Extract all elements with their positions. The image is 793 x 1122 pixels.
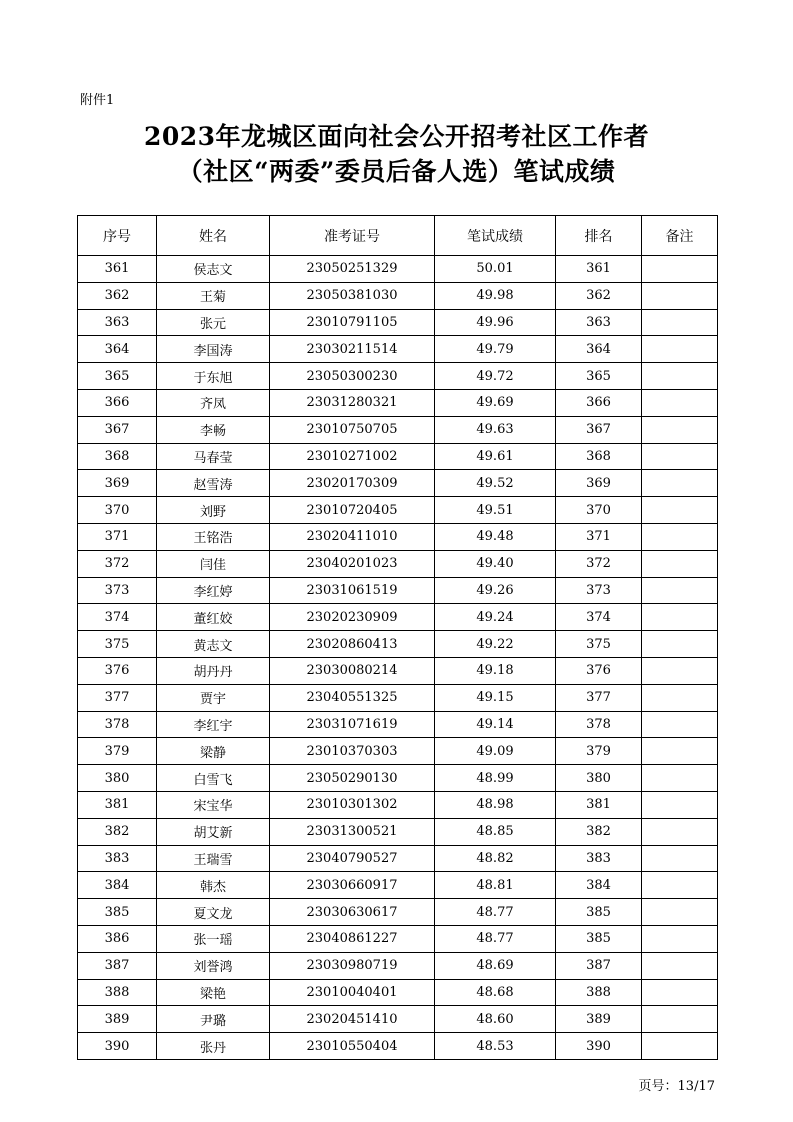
cell-rank: 388 xyxy=(556,979,642,1006)
table-row xyxy=(78,711,718,738)
header-rank: 排名 xyxy=(556,216,642,256)
cell-score: 49.48 xyxy=(435,523,556,550)
cell-seq: 384 xyxy=(78,872,157,899)
cell-rank: 369 xyxy=(556,470,642,497)
table-row xyxy=(78,872,718,899)
cell-name: 李畅 xyxy=(157,416,270,443)
cell-name: 尹璐 xyxy=(157,1006,270,1033)
cell-remark xyxy=(642,497,718,524)
table-row xyxy=(78,979,718,1006)
table-row xyxy=(78,550,718,577)
cell-exam-id: 23030080214 xyxy=(270,657,435,684)
cell-exam-id: 23010370303 xyxy=(270,738,435,765)
header-seq: 序号 xyxy=(78,216,157,256)
cell-score: 49.24 xyxy=(435,604,556,631)
cell-seq: 369 xyxy=(78,470,157,497)
cell-rank: 366 xyxy=(556,389,642,416)
header-exam-id: 准考证号 xyxy=(270,216,435,256)
cell-name: 黄志文 xyxy=(157,631,270,658)
table-row xyxy=(78,604,718,631)
cell-seq: 376 xyxy=(78,657,157,684)
cell-seq: 371 xyxy=(78,523,157,550)
table-row xyxy=(78,363,718,390)
cell-remark xyxy=(642,1006,718,1033)
cell-name: 刘野 xyxy=(157,497,270,524)
cell-seq: 377 xyxy=(78,684,157,711)
table-row xyxy=(78,738,718,765)
cell-score: 48.77 xyxy=(435,899,556,926)
cell-score: 48.85 xyxy=(435,818,556,845)
page-number: 页号：13/17 xyxy=(638,1079,715,1094)
cell-remark xyxy=(642,899,718,926)
cell-score: 49.40 xyxy=(435,550,556,577)
cell-score: 49.72 xyxy=(435,363,556,390)
cell-name: 马春莹 xyxy=(157,443,270,470)
cell-remark xyxy=(642,791,718,818)
cell-score: 49.15 xyxy=(435,684,556,711)
cell-rank: 363 xyxy=(556,309,642,336)
cell-exam-id: 23010720405 xyxy=(270,497,435,524)
cell-remark xyxy=(642,363,718,390)
cell-remark xyxy=(642,925,718,952)
table-row xyxy=(78,845,718,872)
table-row xyxy=(78,791,718,818)
cell-seq: 375 xyxy=(78,631,157,658)
table-row xyxy=(78,443,718,470)
table-row xyxy=(78,1006,718,1033)
cell-remark xyxy=(642,309,718,336)
cell-name: 梁静 xyxy=(157,738,270,765)
table-row xyxy=(78,657,718,684)
cell-remark xyxy=(642,256,718,283)
cell-seq: 374 xyxy=(78,604,157,631)
cell-name: 董红姣 xyxy=(157,604,270,631)
cell-remark xyxy=(642,336,718,363)
cell-remark xyxy=(642,631,718,658)
cell-name: 闫佳 xyxy=(157,550,270,577)
cell-score: 48.98 xyxy=(435,791,556,818)
cell-remark xyxy=(642,952,718,979)
cell-rank: 364 xyxy=(556,336,642,363)
cell-score: 48.82 xyxy=(435,845,556,872)
cell-score: 48.69 xyxy=(435,952,556,979)
cell-exam-id: 23040551325 xyxy=(270,684,435,711)
cell-name: 李红婷 xyxy=(157,577,270,604)
cell-name: 李红宇 xyxy=(157,711,270,738)
cell-exam-id: 23031280321 xyxy=(270,389,435,416)
table-row xyxy=(78,577,718,604)
cell-rank: 389 xyxy=(556,1006,642,1033)
cell-score: 49.26 xyxy=(435,577,556,604)
cell-exam-id: 23020451410 xyxy=(270,1006,435,1033)
cell-remark xyxy=(642,684,718,711)
cell-score: 49.98 xyxy=(435,282,556,309)
cell-exam-id: 23010550404 xyxy=(270,1033,435,1060)
cell-score: 49.51 xyxy=(435,497,556,524)
cell-name: 侯志文 xyxy=(157,256,270,283)
cell-seq: 368 xyxy=(78,443,157,470)
attachment-label: 附件1 xyxy=(80,93,115,108)
cell-remark xyxy=(642,657,718,684)
cell-remark xyxy=(642,523,718,550)
table-row xyxy=(78,282,718,309)
cell-score: 48.60 xyxy=(435,1006,556,1033)
cell-remark xyxy=(642,1033,718,1060)
cell-exam-id: 23020411010 xyxy=(270,523,435,550)
cell-name: 韩杰 xyxy=(157,872,270,899)
cell-name: 胡艾新 xyxy=(157,818,270,845)
cell-seq: 363 xyxy=(78,309,157,336)
cell-exam-id: 23010271002 xyxy=(270,443,435,470)
cell-name: 王瑞雪 xyxy=(157,845,270,872)
cell-exam-id: 23020230909 xyxy=(270,604,435,631)
cell-seq: 387 xyxy=(78,952,157,979)
cell-name: 刘誉鸿 xyxy=(157,952,270,979)
cell-exam-id: 23010791105 xyxy=(270,309,435,336)
cell-score: 48.68 xyxy=(435,979,556,1006)
cell-rank: 385 xyxy=(556,925,642,952)
cell-score: 49.61 xyxy=(435,443,556,470)
table-row xyxy=(78,765,718,792)
cell-score: 49.96 xyxy=(435,309,556,336)
cell-rank: 385 xyxy=(556,899,642,926)
cell-exam-id: 23020860413 xyxy=(270,631,435,658)
cell-score: 48.99 xyxy=(435,765,556,792)
cell-rank: 361 xyxy=(556,256,642,283)
cell-rank: 371 xyxy=(556,523,642,550)
document-title: 2023年龙城区面向社会公开招考社区工作者 xyxy=(143,122,650,151)
cell-exam-id: 23050290130 xyxy=(270,765,435,792)
cell-name: 夏文龙 xyxy=(157,899,270,926)
cell-rank: 376 xyxy=(556,657,642,684)
header-name: 姓名 xyxy=(157,216,270,256)
cell-rank: 375 xyxy=(556,631,642,658)
cell-rank: 377 xyxy=(556,684,642,711)
cell-name: 王菊 xyxy=(157,282,270,309)
cell-rank: 383 xyxy=(556,845,642,872)
cell-exam-id: 23040201023 xyxy=(270,550,435,577)
cell-remark xyxy=(642,738,718,765)
cell-remark xyxy=(642,711,718,738)
cell-seq: 378 xyxy=(78,711,157,738)
table-row xyxy=(78,1033,718,1060)
cell-remark xyxy=(642,282,718,309)
cell-score: 49.69 xyxy=(435,389,556,416)
cell-rank: 380 xyxy=(556,765,642,792)
table-body xyxy=(78,256,718,1060)
cell-rank: 379 xyxy=(556,738,642,765)
cell-score: 48.81 xyxy=(435,872,556,899)
cell-seq: 390 xyxy=(78,1033,157,1060)
cell-score: 49.14 xyxy=(435,711,556,738)
cell-score: 49.63 xyxy=(435,416,556,443)
cell-rank: 362 xyxy=(556,282,642,309)
cell-exam-id: 23030630617 xyxy=(270,899,435,926)
cell-seq: 385 xyxy=(78,899,157,926)
cell-score: 49.09 xyxy=(435,738,556,765)
cell-seq: 383 xyxy=(78,845,157,872)
cell-score: 50.01 xyxy=(435,256,556,283)
table-row xyxy=(78,309,718,336)
table-row xyxy=(78,256,718,283)
table-row xyxy=(78,497,718,524)
cell-name: 张元 xyxy=(157,309,270,336)
table-row xyxy=(78,818,718,845)
cell-name: 齐凤 xyxy=(157,389,270,416)
cell-remark xyxy=(642,577,718,604)
cell-seq: 365 xyxy=(78,363,157,390)
cell-exam-id: 23040861227 xyxy=(270,925,435,952)
cell-name: 张丹 xyxy=(157,1033,270,1060)
cell-remark xyxy=(642,765,718,792)
cell-exam-id: 23050251329 xyxy=(270,256,435,283)
cell-exam-id: 23040790527 xyxy=(270,845,435,872)
cell-remark xyxy=(642,389,718,416)
cell-name: 胡丹丹 xyxy=(157,657,270,684)
table-row xyxy=(78,523,718,550)
cell-exam-id: 23031300521 xyxy=(270,818,435,845)
cell-seq: 388 xyxy=(78,979,157,1006)
cell-name: 王铭浩 xyxy=(157,523,270,550)
cell-rank: 382 xyxy=(556,818,642,845)
cell-name: 赵雪涛 xyxy=(157,470,270,497)
cell-rank: 370 xyxy=(556,497,642,524)
cell-seq: 367 xyxy=(78,416,157,443)
cell-remark xyxy=(642,604,718,631)
cell-remark xyxy=(642,845,718,872)
cell-exam-id: 23031061519 xyxy=(270,577,435,604)
cell-name: 李国涛 xyxy=(157,336,270,363)
cell-name: 贾宇 xyxy=(157,684,270,711)
cell-exam-id: 23030211514 xyxy=(270,336,435,363)
cell-exam-id: 23031071619 xyxy=(270,711,435,738)
cell-seq: 389 xyxy=(78,1006,157,1033)
cell-exam-id: 23010750705 xyxy=(270,416,435,443)
cell-name: 于东旭 xyxy=(157,363,270,390)
cell-exam-id: 23010040401 xyxy=(270,979,435,1006)
document-subtitle: （社区“两委”委员后备人选）笔试成绩 xyxy=(177,157,616,186)
cell-rank: 367 xyxy=(556,416,642,443)
cell-remark xyxy=(642,818,718,845)
cell-name: 白雪飞 xyxy=(157,765,270,792)
cell-rank: 368 xyxy=(556,443,642,470)
cell-score: 49.22 xyxy=(435,631,556,658)
cell-seq: 366 xyxy=(78,389,157,416)
cell-name: 张一瑶 xyxy=(157,925,270,952)
cell-score: 49.79 xyxy=(435,336,556,363)
cell-remark xyxy=(642,872,718,899)
cell-score: 48.77 xyxy=(435,925,556,952)
cell-seq: 381 xyxy=(78,791,157,818)
cell-seq: 386 xyxy=(78,925,157,952)
score-table xyxy=(77,215,718,1060)
cell-exam-id: 23030980719 xyxy=(270,952,435,979)
cell-rank: 381 xyxy=(556,791,642,818)
table-row xyxy=(78,416,718,443)
cell-exam-id: 23050381030 xyxy=(270,282,435,309)
cell-exam-id: 23050300230 xyxy=(270,363,435,390)
table-row xyxy=(78,336,718,363)
cell-seq: 373 xyxy=(78,577,157,604)
cell-rank: 387 xyxy=(556,952,642,979)
cell-exam-id: 23030660917 xyxy=(270,872,435,899)
table-row xyxy=(78,389,718,416)
cell-score: 48.53 xyxy=(435,1033,556,1060)
cell-score: 49.18 xyxy=(435,657,556,684)
cell-seq: 362 xyxy=(78,282,157,309)
cell-exam-id: 23010301302 xyxy=(270,791,435,818)
table-row xyxy=(78,925,718,952)
header-remark: 备注 xyxy=(642,216,718,256)
table-row xyxy=(78,952,718,979)
cell-seq: 364 xyxy=(78,336,157,363)
cell-rank: 378 xyxy=(556,711,642,738)
cell-remark xyxy=(642,443,718,470)
cell-rank: 390 xyxy=(556,1033,642,1060)
cell-rank: 374 xyxy=(556,604,642,631)
table-row xyxy=(78,470,718,497)
cell-name: 梁艳 xyxy=(157,979,270,1006)
cell-score: 49.52 xyxy=(435,470,556,497)
cell-rank: 365 xyxy=(556,363,642,390)
cell-rank: 384 xyxy=(556,872,642,899)
cell-rank: 372 xyxy=(556,550,642,577)
table-header-row xyxy=(78,216,718,256)
cell-remark xyxy=(642,416,718,443)
cell-seq: 382 xyxy=(78,818,157,845)
cell-seq: 380 xyxy=(78,765,157,792)
cell-seq: 372 xyxy=(78,550,157,577)
table-row xyxy=(78,899,718,926)
cell-seq: 361 xyxy=(78,256,157,283)
cell-rank: 373 xyxy=(556,577,642,604)
header-score: 笔试成绩 xyxy=(435,216,556,256)
cell-remark xyxy=(642,470,718,497)
table-row xyxy=(78,631,718,658)
cell-seq: 379 xyxy=(78,738,157,765)
cell-exam-id: 23020170309 xyxy=(270,470,435,497)
cell-remark xyxy=(642,550,718,577)
cell-seq: 370 xyxy=(78,497,157,524)
cell-remark xyxy=(642,979,718,1006)
cell-name: 宋宝华 xyxy=(157,791,270,818)
table-row xyxy=(78,684,718,711)
